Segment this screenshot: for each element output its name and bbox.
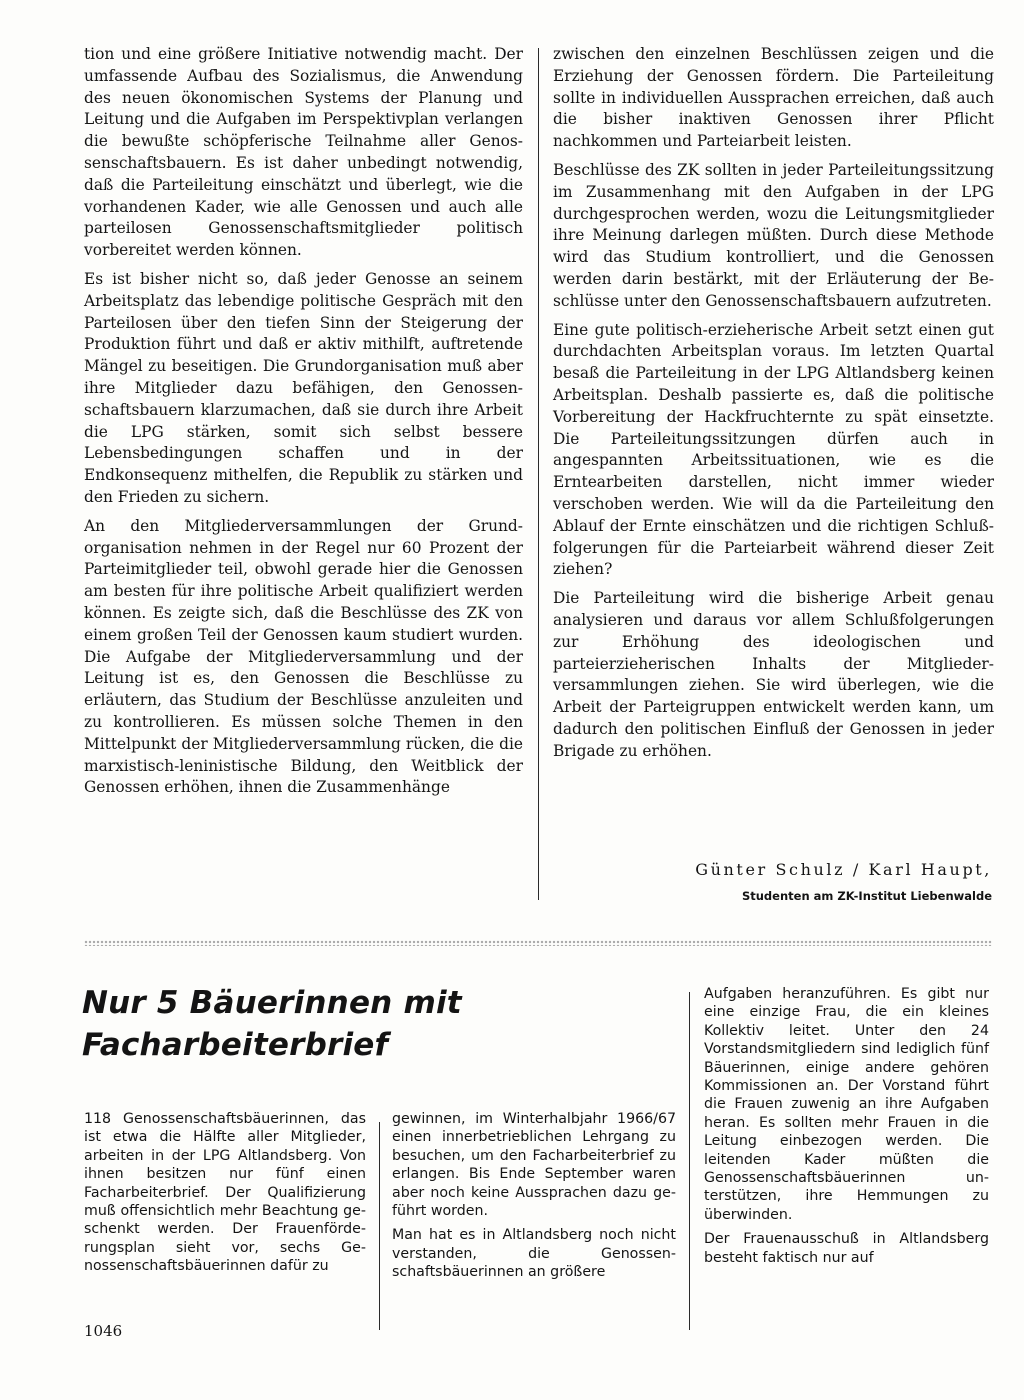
article1-left-column	[84, 44, 523, 806]
article2-column-3	[704, 985, 989, 1273]
page-number: 1046	[84, 1322, 123, 1340]
article1-paragraph: Beschlüsse des ZK sollten in jeder Parteileitungssitzung im Zusammenhang mit den Aufgaben in der LPG durchgesprochen werden, wozu die Leitungsmitglieder ihre Meinung darlegen müßten. Durch diese Methode wird das Studium kontrolliert, und die Genossen werden darin bestärkt, mit der Erläuterung der Beschlüsse unter den Genossenschaftsbauern aufzutreten.	[553, 160, 994, 310]
article1-right-column	[553, 44, 994, 770]
article1-paragraph: Eine gute politisch-erzieherische Arbeit setzt einen gut durchdachten Arbeitsplan voraus. Im letzten Quartal besaß die Parteileitung in der LPG Altlandsberg keinen Arbeitsplan. Deshalb passierte es, daß die politische Vorbereitung der Hackfruchternte zu spät einsetzte. Die Parteileitungssitzungen dürfen auch in angespannten Arbeitssituationen, wie es die Erntearbeiten darstellen, nicht immer wieder verschoben werden. Wie will da die Parteileitung den Ablauf der Ernte einschätzen und die richtigen Schlußfolgerungen für die Parteiarbeit während dieser Zeit ziehen?	[553, 320, 994, 579]
headline-line: Facharbeiterbrief	[82, 1027, 389, 1063]
author-names: Günter Schulz / Karl Haupt,	[695, 860, 992, 879]
section-separator	[84, 940, 992, 946]
column-divider	[538, 48, 539, 900]
author-signature	[695, 858, 992, 906]
article2-paragraph: Der Frauenausschuß in Altlandsberg besteht faktisch nur auf	[704, 1231, 989, 1266]
article2-paragraph: gewinnen, im Winterhalbjahr 1966/67 einen innerbetrieblichen Lehrgang zu besuchen, um den Facharbeiterbrief zu erlangen. Bis Ende September waren aber noch keine Aussprachen dazu geführt worden.	[392, 1111, 676, 1220]
article1-paragraph: tion und eine größere Initiative notwendig macht. Der umfassende Aufbau des Sozialismus, die Anwendung des neuen ökonomischen Systems der Planung und Leitung und die Aufgaben im Perspektivplan verlangen die bewußte schöpferische Teilnahme aller Genossenschaftsbauern. Es ist daher unbedingt notwendig, daß die Parteileitung einschätzt und überlegt, wie die vorhandenen Kader, wie alle Genossen und auch alle parteilosen Genossenschaftsmitglieder politisch vorbereitet werden können.	[84, 45, 523, 260]
article2-paragraph: 118 Genossenschaftsbäuerinnen, das ist etwa die Hälfte aller Mitglieder, arbeiten in der LPG Altlandsberg. Von ihnen besitzen nur fünf einen Facharbeiterbrief. Der Qualifizierung muß offensichtlich mehr Beachtung geschenkt werden. Der Frauenförderungsplan sieht vor, sechs Genossenschaftsbäuerinnen dafür zu	[84, 1111, 366, 1275]
article2-column-2	[392, 1110, 676, 1288]
article2-paragraph: Aufgaben heranzuführen. Es gibt nur eine einzige Frau, die ein kleines Kollektiv leitet. Unter den 24 Vorstandsmitgliedern sind lediglich fünf Bäuerinnen, einige andere gehören Kommissionen an. Der Vorstand führt die Frauen zuwenig an ihre Aufgaben heran. Es sollten mehr Frauen in die Leitung einbezogen werden. Die leitenden Kader müßten die Genossenschaftsbäuerinnen unterstützen, ihre Hemmungen zu überwinden.	[704, 986, 989, 1223]
article2-paragraph: Man hat es in Altlandsberg noch nicht verstanden, die Genossenschaftsbäuerinnen an größere	[392, 1227, 676, 1281]
article2-headline	[82, 982, 682, 1066]
column-divider	[379, 1122, 380, 1330]
article1-paragraph: zwischen den einzelnen Beschlüssen zeigen und die Erziehung der Genossen fördern. Die Parteileitung sollte in individuellen Aussprachen erreichen, daß auch die bisher inaktiven Genossen ihrer Pflicht nachkommen und Parteiarbeit leisten.	[553, 45, 994, 151]
article1-paragraph: An den Mitgliederversammlungen der Grundorganisation nehmen in der Regel nur 60 Prozent der Parteimitglieder teil, obwohl gerade hier die Genossen am besten für ihre politische Arbeit qualifiziert werden können. Es zeigte sich, daß die Beschlüsse des ZK von einem großen Teil der Genossen kaum studiert wurden. Die Aufgabe der Mitgliederversammlung und der Leitung ist es, den Genossen die Beschlüsse zu erläutern, das Studium der Beschlüsse anzuleiten und zu kontrollieren. Es müssen solche Themen in den Mittelpunkt der Mitgliederversammlung rücken, die die marxistisch-leninistische Bildung, den Weitblick der Genossen erhöhen, ihnen die Zusammenhänge	[84, 516, 523, 797]
article1-paragraph: Die Parteileitung wird die bisherige Arbeit genau analysieren und daraus vor allem Schlußfolgerungen zur Erhöhung des ideologischen und parteierzieherischen Inhalts der Mitgliederversammlungen ziehen. Sie wird überlegen, wie die Arbeit der Parteigruppen entwickelt werden kann, um dadurch den politischen Einfluß der Genossen in jeder Brigade zu erhöhen.	[553, 589, 994, 760]
author-institution: Studenten am ZK-Institut Liebenwalde	[741, 889, 992, 903]
article1-paragraph: Es ist bisher nicht so, daß jeder Genosse an seinem Arbeitsplatz das lebendige politische Gespräch mit den Parteilosen über den tiefen Sinn der Steigerung der Produktion führt und daß er aktiv mithilft, auftretende Mängel zu beseitigen. Die Grundorganisation muß aber ihre Mitglieder dazu befähigen, den Genossenschaftsbauern klarzumachen, daß sie durch ihre Arbeit die LPG stärken, somit sich selbst bessere Lebensbedingungen schaffen und in der Endkonsequenz mithelfen, die Republik zu stärken und den Frieden zu sichern.	[84, 269, 523, 506]
column-divider	[689, 992, 690, 1330]
headline-line: Nur 5 Bäuerinnen mit	[82, 985, 462, 1021]
article2-column-1	[84, 1110, 366, 1282]
